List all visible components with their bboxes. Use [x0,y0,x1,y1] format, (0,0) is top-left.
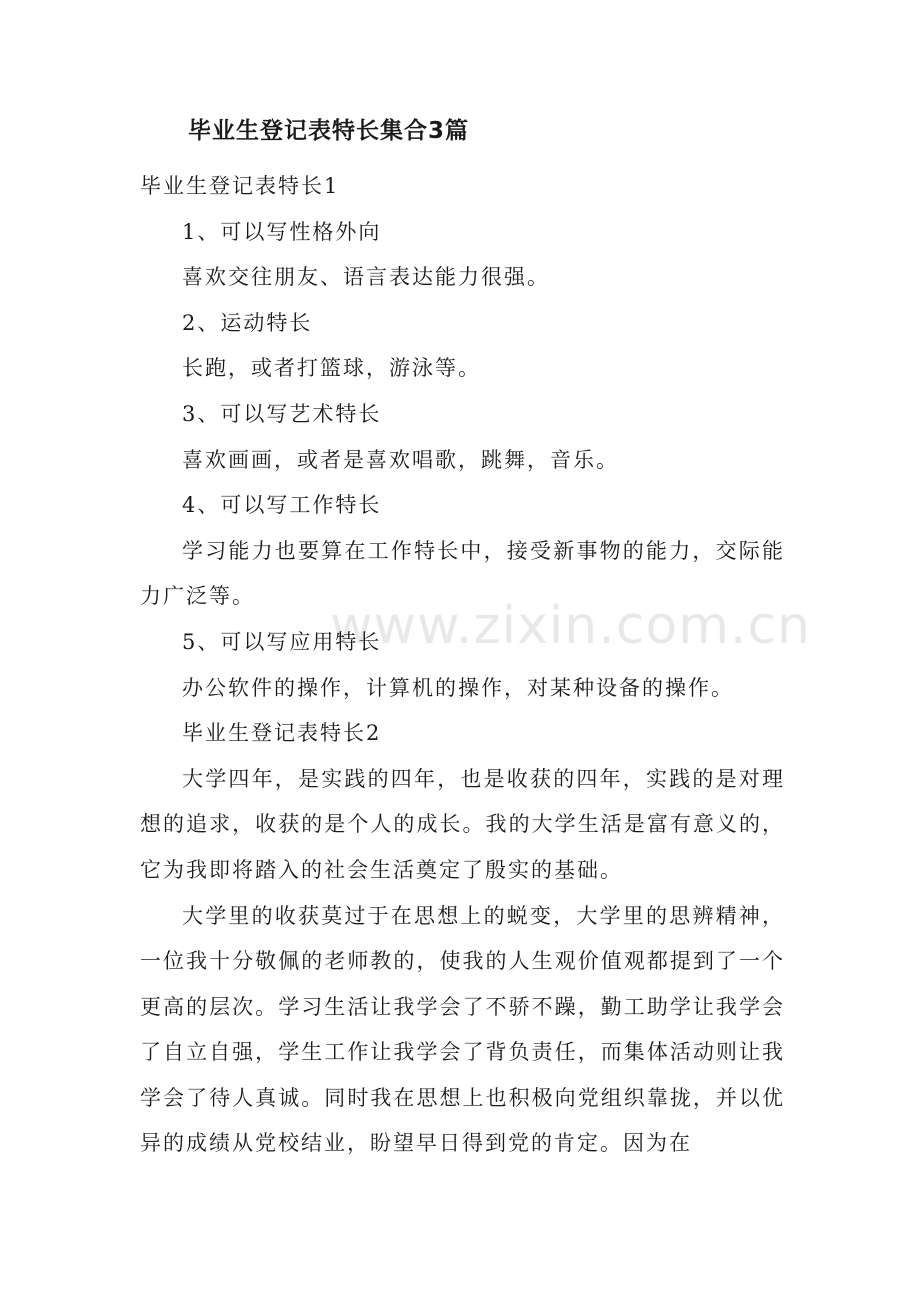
body-paragraph: 3、可以写艺术特长 [182,401,382,426]
body-paragraph: 办公软件的操作，计算机的操作，对某种设备的操作。 [182,675,734,700]
body-paragraph: 学习能力也要算在工作特长中，接受新事物的能力，交际能力广泛等。 [140,538,785,609]
body-paragraph: 毕业生登记表特长1 [140,174,340,198]
document-title: 毕业生登记表特长集合3篇 [188,118,470,144]
body-paragraph: 喜欢交往朋友、语言表达能力很强。 [182,265,550,290]
body-paragraph: 大学四年，是实践的四年，也是收获的四年，实践的是对理想的追求，收获的是个人的成长。我的大学生活是富有意义的，它为我即将踏入的社会生活奠定了殷实的基础。 [140,766,785,882]
body-paragraph: 长跑，或者打篮球，游泳等。 [182,356,481,381]
body-paragraph: 4、可以写工作特长 [182,493,382,518]
body-paragraph: 毕业生登记表特长2 [182,721,382,746]
body-paragraph: 1、可以写性格外向 [182,219,382,244]
body-paragraph: 5、可以写应用特长 [182,629,382,654]
body-paragraph: 喜欢画画，或者是喜欢唱歌，跳舞，音乐。 [182,447,619,472]
document-body [140,164,785,1167]
body-paragraph: 大学里的收获莫过于在思想上的蜕变，大学里的思辨精神，一位我十分敬佩的老师教的，使我的人生观价值观都提到了一个更高的层次。学习生活让我学会了不骄不躁，勤工助学让我学会了自立自强，学生工作让我学会了背负责任，而集体活动则让我学会了待人真诚。同时我在思想上也积极向党组织靠拢，并以优异的成绩从党校结业，盼望早日得到党的肯定。因为在 [140,903,785,1156]
watermark-text: www.zixin.com.cn [330,596,811,656]
body-paragraph: 2、运动特长 [182,310,313,335]
